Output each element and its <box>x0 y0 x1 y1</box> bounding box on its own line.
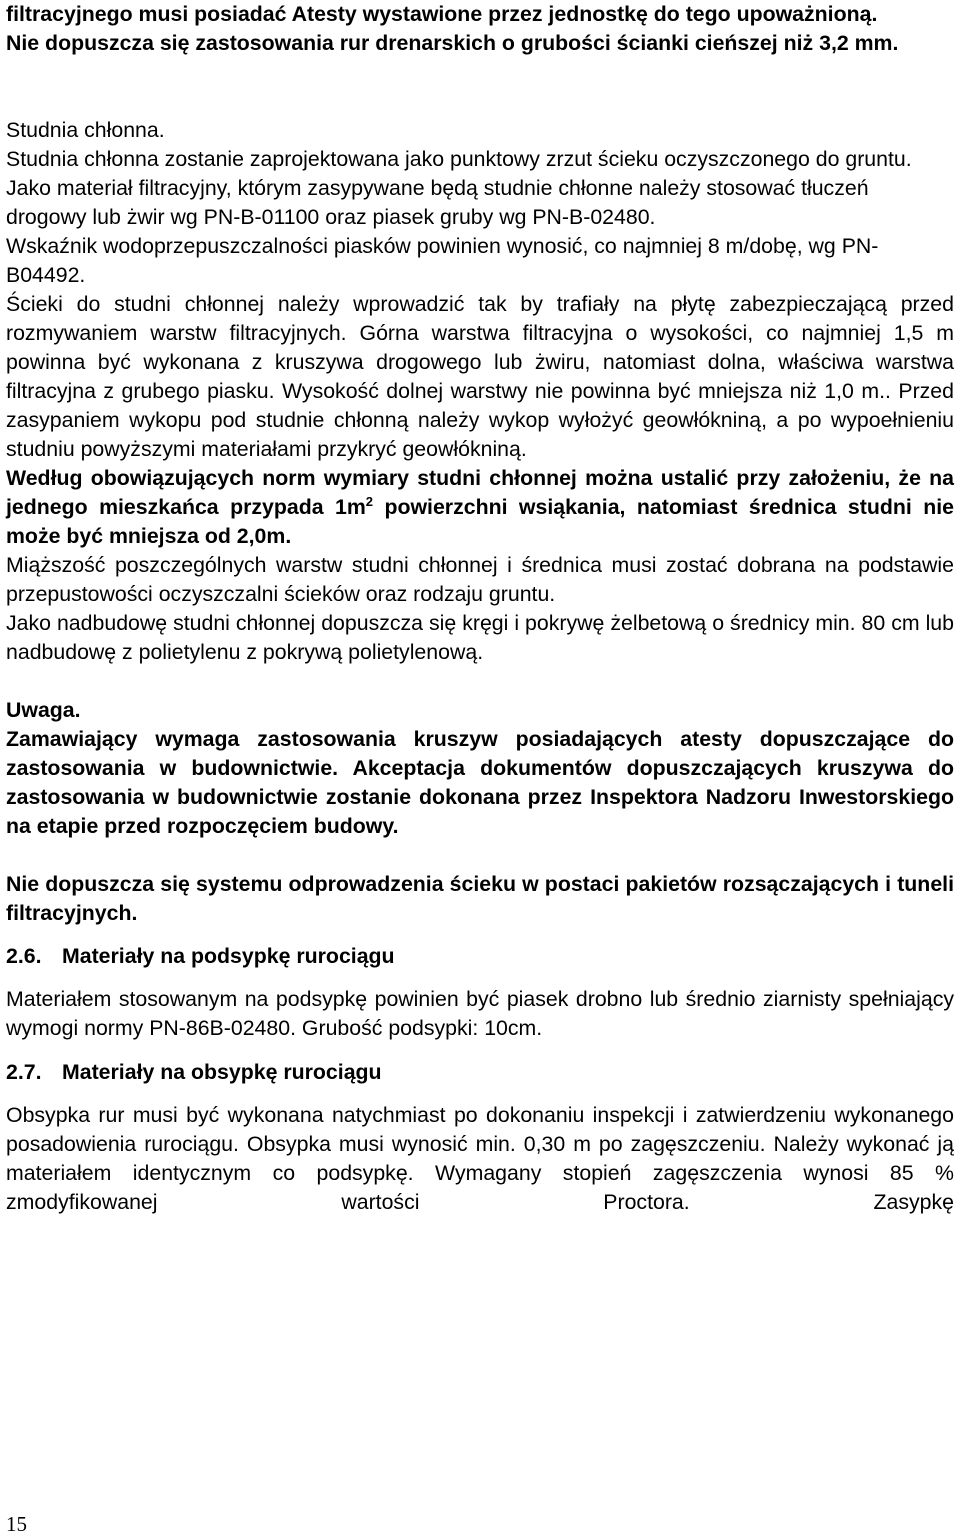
superscript: 2 <box>365 493 374 509</box>
section-number: 2.7. <box>6 1060 42 1084</box>
page-number: 15 <box>6 1512 27 1536</box>
studnia-paragraph-2: Jako materiał filtracyjny, którym zasypywane będą studnie chłonne należy stosować tłuczeń drogowy lub żwir wg PN-B-01100 oraz piasek gruby wg PN-B-02480. <box>6 176 869 229</box>
studnia-paragraph-4: Ścieki do studni chłonnej należy wprowadzić tak by trafiały na płytę zabezpieczającą przed rozmywaniem warstw filtracyjnych. Górna warstwa filtracyjna o wysokości, co najmniej 1,5 m powinna być wykonana z kruszywa drogowego lub żwiru, natomiast dolna, właściwa warstwa filtracyjna z grubego piasku. Wysokość dolnej warstwy nie powinna być mniejsza niż 1,0 m.. Przed zasypaniem wykopu pod studnie chłonną należy wykop wyłożyć geowłókniną, a po wypoełnieniu studniu powyższymi materiałami przykryć geowłókniną. <box>6 292 954 461</box>
uwaga-paragraph-2: Nie dopuszcza się systemu odprowadzenia ścieku w postaci pakietów rozsączających i tuneli filtracyjnych. <box>6 872 954 925</box>
spacer <box>6 841 954 870</box>
spacer <box>6 58 954 87</box>
top-paragraph-2: Nie dopuszcza się zastosowania rur drenarskich o grubości ścianki cieńszej niż 3,2 mm. <box>6 31 899 55</box>
spacer <box>6 928 954 942</box>
section-title-studnia: Studnia chłonna. <box>6 118 165 142</box>
section-title: Materiały na obsypkę rurociągu <box>62 1060 382 1084</box>
uwaga-title: Uwaga. <box>6 698 81 722</box>
section-2-6-body: Materiałem stosowanym na podsypkę powinien być piasek drobno lub średnio ziarnisty spełniający wymogi normy PN-86B-02480. Grubość podsypki: 10cm. <box>6 987 954 1040</box>
studnia-paragraph-1: Studnia chłonna zostanie zaprojektowana jako punktowy zrzut ścieku oczyszczonego do gruntu. <box>6 147 912 171</box>
studnia-p5-before: Według obowiązujących norm wymiary studni chłonnej można ustalić przy założeniu, że na jednego mieszkańca przypada 1m <box>6 466 954 519</box>
studnia-p5-after: powierzchni wsiąkania, natomiast średnica studni nie może być mniejsza od 2,0m. <box>6 495 955 548</box>
studnia-paragraph-7: Jako nadbudowę studni chłonnej dopuszcza się kręgi i pokrywę żelbetową o średnicy min. 80 cm lub nadbudowę z polietylenu z pokrywą polietylenową. <box>6 611 954 664</box>
top-paragraph-1: filtracyjnego musi posiadać Atesty wystawione przez jednostkę do tego upoważnioną. <box>6 2 878 26</box>
spacer <box>6 1043 954 1058</box>
spacer <box>6 971 954 985</box>
section-2-7-body: Obsypka rur musi być wykonana natychmiast po dokonaniu inspekcji i zatwierdzeniu wykonanego posadowienia rurociągu. Obsypka musi wynosić min. 0,30 m po zagęszczeniu. Należy wykonać ją materiałem identycznym co podsypkę. Wymagany stopień zagęszczenia wynosi 85 % zmodyfikowanej wartości Proctora. Zasypkę <box>6 1103 954 1214</box>
studnia-paragraph-6: Miąższość poszczególnych warstw studni chłonnej i średnica musi zostać dobrana na podstawie przepustowości oczyszczalni ścieków oraz rodzaju gruntu. <box>6 553 954 606</box>
spacer <box>6 1087 954 1101</box>
uwaga-paragraph-1: Zamawiający wymaga zastosowania kruszyw posiadających atesty dopuszczające do zastosowania w budownictwie. Akceptacja dokumentów dopuszczających kruszywa do zastosowania w budownictwie zostanie dokonana przez Inspektora Nadzoru Inwestorskiego na etapie przed rozpoczęciem budowy. <box>6 727 954 838</box>
spacer <box>6 87 954 116</box>
section-heading-2-6 <box>6 942 954 971</box>
studnia-paragraph-3: Wskaźnik wodoprzepuszczalności piasków powinien wynosić, co najmniej 8 m/dobę, wg PN-B04492. <box>6 234 879 287</box>
section-number: 2.6. <box>6 944 42 968</box>
spacer <box>6 667 954 696</box>
studnia-paragraph-5 <box>6 464 954 551</box>
section-title: Materiały na podsypkę rurociągu <box>62 944 395 968</box>
document-page <box>6 0 954 1217</box>
section-heading-2-7 <box>6 1058 954 1087</box>
